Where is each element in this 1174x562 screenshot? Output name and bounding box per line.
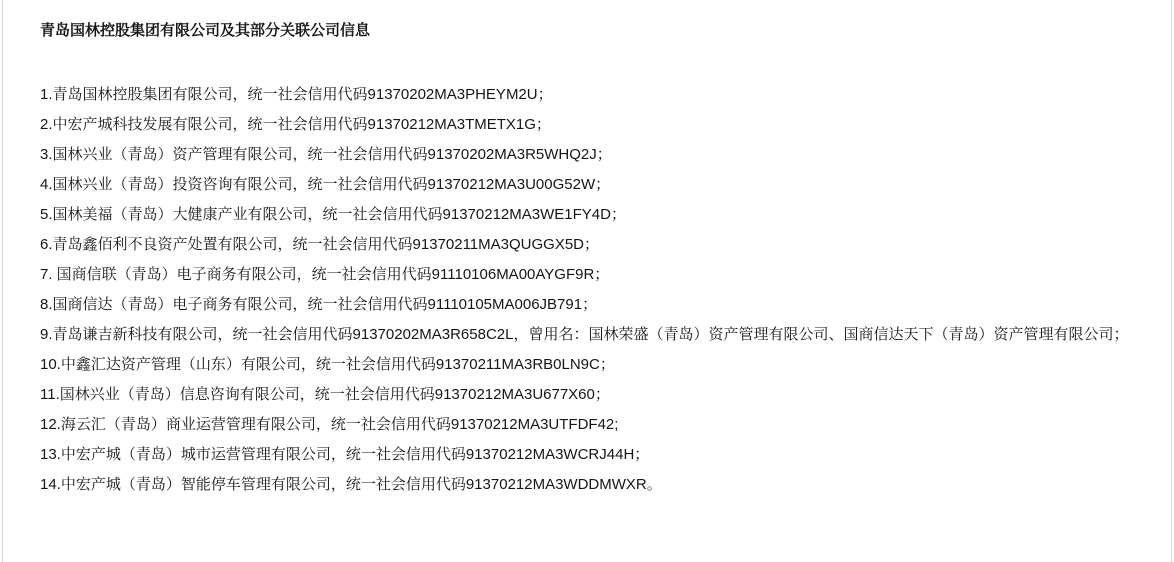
company-item-12: 12.海云汇（青岛）商业运营管理有限公司，统一社会信用代码91370212MA3UTFDF42; [40,416,619,433]
company-item-5: 5.国林美福（青岛）大健康产业有限公司，统一社会信用代码91370212MA3WE1FY4D； [40,206,626,223]
company-item-6: 6.青岛鑫佰利不良资产处置有限公司，统一社会信用代码91370211MA3QUGGX5D； [40,236,599,253]
company-item-4: 4.国林兴业（青岛）投资咨询有限公司，统一社会信用代码91370212MA3U00G52W； [40,176,611,193]
company-item-8: 8.国商信达（青岛）电子商务有限公司，统一社会信用代码91110105MA006JB791； [40,296,598,313]
company-item-10: 10.中鑫汇达资产管理（山东）有限公司，统一社会信用代码91370211MA3RB0LN9C； [40,356,615,373]
company-item-3: 3.国林兴业（青岛）资产管理有限公司，统一社会信用代码91370202MA3R5WHQ2J； [40,146,612,163]
company-item-11: 11.国林兴业（青岛）信息咨询有限公司，统一社会信用代码91370212MA3U677X60； [40,386,610,403]
company-item-2: 2.中宏产城科技发展有限公司，统一社会信用代码91370212MA3TMETX1G； [40,116,551,133]
company-item-14: 14.中宏产城（青岛）智能停车管理有限公司，统一社会信用代码91370212MA3WDDMWXR。 [40,476,662,493]
company-item-9: 9.青岛谦吉新科技有限公司，统一社会信用代码91370202MA3R658C2L，曾用名：国林荣盛（青岛）资产管理有限公司、国商信达天下（青岛）资产管理有限公司； [40,326,1129,343]
company-item-13: 13.中宏产城（青岛）城市运营管理有限公司，统一社会信用代码91370212MA3WCRJ44H； [40,446,650,463]
document-body [2,0,1172,562]
company-item-7: 7. 国商信联（青岛）电子商务有限公司，统一社会信用代码91110106MA00AYGF9R； [40,266,610,283]
company-item-1: 1.青岛国林控股集团有限公司，统一社会信用代码91370202MA3PHEYM2U； [40,86,553,103]
document-title: 青岛国林控股集团有限公司及其部分关联公司信息 [40,22,371,39]
